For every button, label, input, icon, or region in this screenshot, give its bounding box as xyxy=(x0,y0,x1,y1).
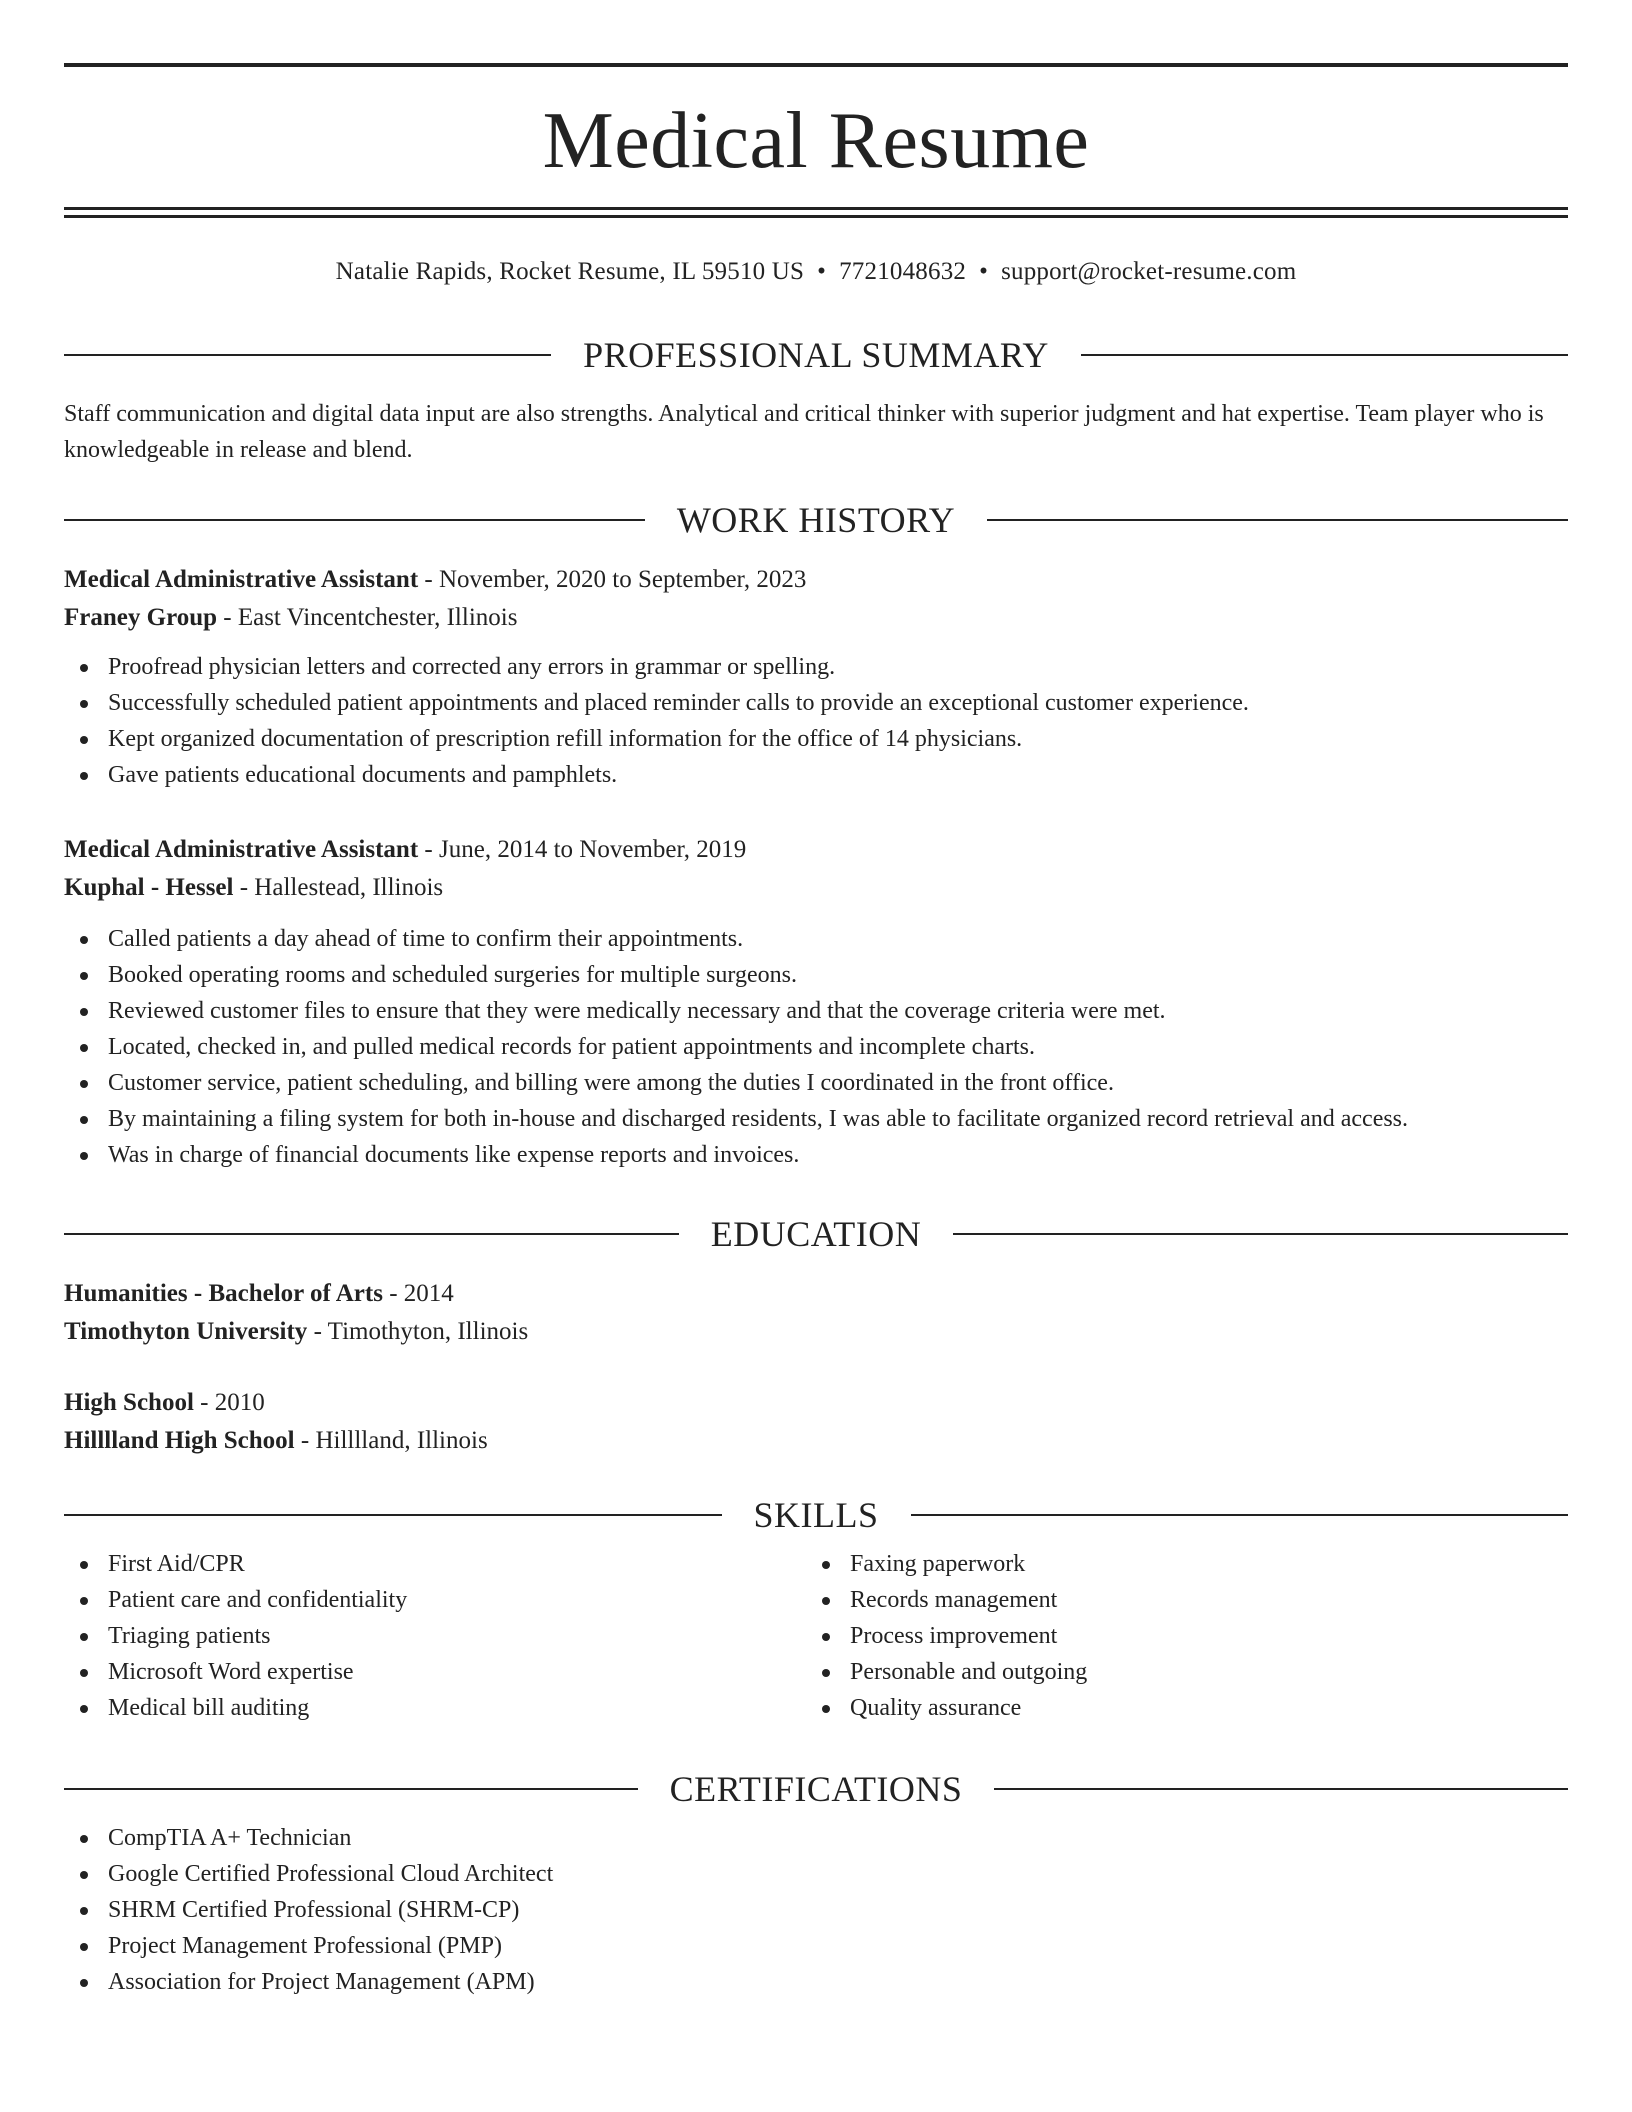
job-bullets xyxy=(64,921,1568,1173)
list-item: Patient care and confidentiality xyxy=(64,1582,764,1618)
school-location: - Hilllland, Illinois xyxy=(294,1427,488,1454)
heading-rule-left xyxy=(64,354,551,356)
bullet-icon xyxy=(822,1669,830,1677)
list-item: Customer service, patient scheduling, and billing were among the duties I coordinated in the front office. xyxy=(64,1065,1568,1101)
heading-rule-left xyxy=(64,519,645,521)
list-item: Project Management Professional (PMP) xyxy=(64,1928,1568,1964)
list-item: Was in charge of financial documents like expense reports and invoices. xyxy=(64,1137,1568,1173)
school: Timothyton University xyxy=(64,1318,308,1345)
job-bullets xyxy=(64,649,1568,793)
skills-list-left xyxy=(64,1546,764,1726)
section-title: WORK HISTORY xyxy=(676,500,956,540)
list-item: Faxing paperwork xyxy=(806,1546,1506,1582)
bullet-icon xyxy=(80,1044,88,1052)
job-location: - Hallestead, Illinois xyxy=(233,874,444,901)
bullet-icon xyxy=(80,972,88,980)
bullet-icon xyxy=(80,1943,88,1951)
contact-separator: • xyxy=(817,258,827,285)
section-title: CERTIFICATIONS xyxy=(669,1769,963,1809)
education-entry xyxy=(64,1275,1568,1351)
job-title-line xyxy=(64,831,1568,869)
degree: Humanities - Bachelor of Arts xyxy=(64,1280,383,1307)
certifications-list-wrap xyxy=(64,1820,1568,2000)
job-title-line xyxy=(64,561,1568,599)
job-dates: - November, 2020 to September, 2023 xyxy=(418,566,807,593)
contact-email[interactable]: support@rocket-resume.com xyxy=(1001,258,1297,285)
list-item: Located, checked in, and pulled medical records for patient appointments and incomplete charts. xyxy=(64,1029,1568,1065)
bullet-icon xyxy=(80,1152,88,1160)
list-item: Association for Project Management (APM) xyxy=(64,1964,1568,2000)
section-heading-certifications xyxy=(64,1764,1568,1814)
contact-separator: • xyxy=(979,258,989,285)
page-title: Medical Resume xyxy=(542,97,1090,185)
school-line xyxy=(64,1313,1568,1351)
bullet-icon xyxy=(80,664,88,672)
bullet-icon xyxy=(80,936,88,944)
skills-column-right xyxy=(806,1546,1506,1726)
bullet-icon xyxy=(80,1669,88,1677)
list-item: Proofread physician letters and corrected any errors in grammar or spelling. xyxy=(64,649,1568,685)
job-company: Franey Group xyxy=(64,604,218,631)
bullet-icon xyxy=(822,1597,830,1605)
job-entry xyxy=(64,831,1568,1173)
title-double-rule-top xyxy=(64,207,1568,210)
list-item: Quality assurance xyxy=(806,1690,1506,1726)
bullet-icon xyxy=(822,1561,830,1569)
contact-line xyxy=(0,252,1632,292)
job-title: Medical Administrative Assistant xyxy=(64,566,419,593)
skills-list-right xyxy=(806,1546,1506,1726)
job-location: - East Vincentchester, Illinois xyxy=(217,604,518,631)
section-title: PROFESSIONAL SUMMARY xyxy=(583,335,1049,375)
section-heading-summary xyxy=(64,330,1568,380)
list-item: By maintaining a filing system for both in-house and discharged residents, I was able to facilitate organized record retrieval and access. xyxy=(64,1101,1568,1137)
heading-rule-right xyxy=(994,1788,1568,1790)
bullet-icon xyxy=(80,1633,88,1641)
bullet-icon xyxy=(80,700,88,708)
school: Hilllland High School xyxy=(64,1427,295,1454)
list-item: Successfully scheduled patient appointments and placed reminder calls to provide an exceptional customer experience. xyxy=(64,685,1568,721)
bullet-icon xyxy=(822,1633,830,1641)
list-item: Called patients a day ahead of time to confirm their appointments. xyxy=(64,921,1568,957)
top-rule xyxy=(64,63,1568,67)
summary-text: Staff communication and digital data input are also strengths. Analytical and critical thinker with superior judgment and hat expertise. Team player who is knowledgeable in release and blend. xyxy=(64,401,1544,463)
contact-phone[interactable]: 7721048632 xyxy=(839,258,967,285)
list-item: Medical bill auditing xyxy=(64,1690,764,1726)
section-heading-skills xyxy=(64,1490,1568,1540)
job-company-line xyxy=(64,869,1568,907)
certifications-list xyxy=(64,1820,1568,2000)
section-heading-education xyxy=(64,1209,1568,1259)
degree: High School xyxy=(64,1389,194,1416)
job-company-line xyxy=(64,599,1568,637)
school-location: - Timothyton, Illinois xyxy=(307,1318,529,1345)
education-entry xyxy=(64,1384,1568,1460)
heading-rule-right xyxy=(987,519,1568,521)
list-item: Records management xyxy=(806,1582,1506,1618)
list-item: Booked operating rooms and scheduled surgeries for multiple surgeons. xyxy=(64,957,1568,993)
job-title: Medical Administrative Assistant xyxy=(64,836,419,863)
list-item: Process improvement xyxy=(806,1618,1506,1654)
list-item: Triaging patients xyxy=(64,1618,764,1654)
heading-rule-right xyxy=(953,1233,1568,1235)
heading-rule-right xyxy=(911,1514,1569,1516)
bullet-icon xyxy=(80,1907,88,1915)
list-item: SHRM Certified Professional (SHRM-CP) xyxy=(64,1892,1568,1928)
bullet-icon xyxy=(80,1080,88,1088)
title-double-rule-bottom xyxy=(64,215,1568,218)
list-item: First Aid/CPR xyxy=(64,1546,764,1582)
job-entry xyxy=(64,561,1568,793)
skills-column-left xyxy=(64,1546,764,1726)
job-dates: - June, 2014 to November, 2019 xyxy=(418,836,747,863)
bullet-icon xyxy=(80,1597,88,1605)
contact-address: Natalie Rapids, Rocket Resume, IL 59510 US xyxy=(335,258,805,285)
degree-year: - 2010 xyxy=(193,1389,265,1416)
heading-rule-right xyxy=(1081,354,1568,356)
bullet-icon xyxy=(80,1116,88,1124)
bullet-icon xyxy=(80,1008,88,1016)
heading-rule-left xyxy=(64,1514,722,1516)
section-title: SKILLS xyxy=(753,1495,879,1535)
list-item: Microsoft Word expertise xyxy=(64,1654,764,1690)
bullet-icon xyxy=(80,772,88,780)
job-company: Kuphal - Hessel xyxy=(64,874,234,901)
bullet-icon xyxy=(80,1871,88,1879)
section-title: EDUCATION xyxy=(710,1214,922,1254)
list-item: Gave patients educational documents and pamphlets. xyxy=(64,757,1568,793)
list-item: CompTIA A+ Technician xyxy=(64,1820,1568,1856)
heading-rule-left xyxy=(64,1233,679,1235)
bullet-icon xyxy=(822,1705,830,1713)
section-heading-work xyxy=(64,495,1568,545)
degree-line xyxy=(64,1384,1568,1422)
list-item: Google Certified Professional Cloud Architect xyxy=(64,1856,1568,1892)
list-item: Personable and outgoing xyxy=(806,1654,1506,1690)
bullet-icon xyxy=(80,1705,88,1713)
list-item: Kept organized documentation of prescription refill information for the office of 14 physicians. xyxy=(64,721,1568,757)
bullet-icon xyxy=(80,1835,88,1843)
bullet-icon xyxy=(80,1979,88,1987)
school-line xyxy=(64,1422,1568,1460)
degree-year: - 2014 xyxy=(382,1280,454,1307)
bullet-icon xyxy=(80,1561,88,1569)
list-item: Reviewed customer files to ensure that they were medically necessary and that the coverage criteria were met. xyxy=(64,993,1568,1029)
bullet-icon xyxy=(80,736,88,744)
degree-line xyxy=(64,1275,1568,1313)
heading-rule-left xyxy=(64,1788,638,1790)
